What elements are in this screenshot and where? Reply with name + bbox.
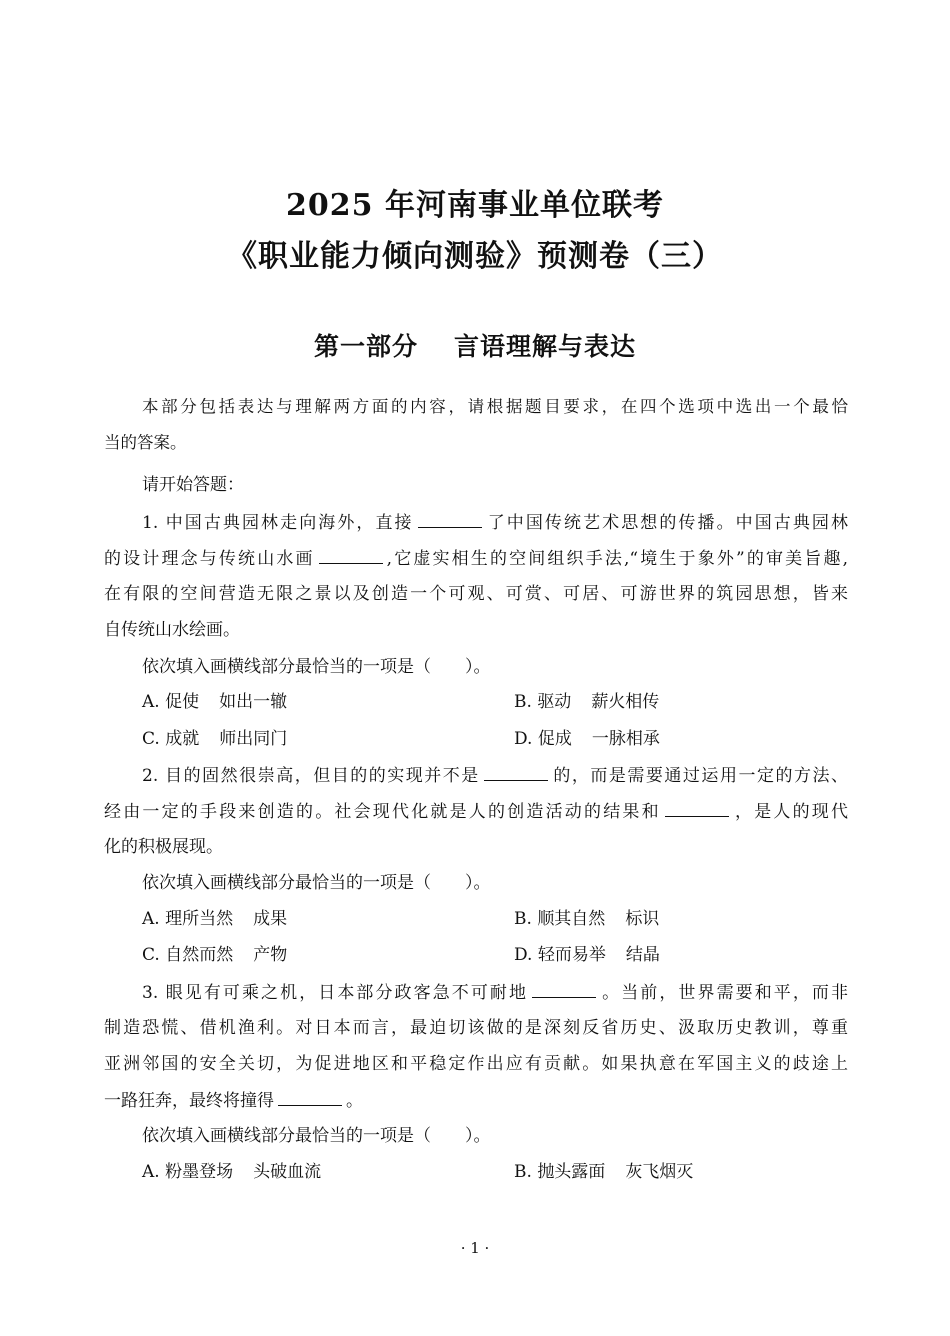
q3-stem-line-4 xyxy=(104,1088,848,1113)
option-word: 驱动 xyxy=(537,692,572,712)
fill-blank xyxy=(484,763,548,781)
fill-blank xyxy=(418,510,482,528)
option-letter: B. xyxy=(514,692,532,712)
q2-stem-line-1 xyxy=(142,763,848,788)
option-word: 促成 xyxy=(537,729,572,749)
option-letter: A. xyxy=(142,909,160,929)
document-title-line2: 《职业能力倾向测验》预测卷（三） xyxy=(227,239,723,274)
q2-text: 经由一定的手段来创造的。社会现代化就是人的创造活动的结果和 xyxy=(104,802,661,822)
option-letter: A. xyxy=(142,1162,160,1182)
fill-blank xyxy=(278,1088,342,1106)
q1-text: 1. 中国古典园林走向海外，直接 xyxy=(142,513,414,533)
option-word: 师出同门 xyxy=(219,729,288,749)
q1-option-a xyxy=(142,690,287,714)
option-letter: C. xyxy=(142,945,160,965)
option-word: 粉墨登场 xyxy=(165,1162,234,1182)
section-heading xyxy=(0,329,950,365)
q2-stem-line-3: 化的积极展现。 xyxy=(104,837,223,857)
q1-option-d xyxy=(514,727,660,751)
option-word: 一脉相承 xyxy=(591,729,660,749)
q3-text: 一路狂奔，最终将撞得 xyxy=(104,1091,274,1111)
q1-option-c xyxy=(142,727,287,751)
option-word: 标识 xyxy=(625,909,660,929)
page-number: · 1 · xyxy=(460,1239,490,1257)
option-word: 产物 xyxy=(253,945,288,965)
option-word: 促使 xyxy=(165,692,200,712)
option-letter: D. xyxy=(514,945,533,965)
section-part: 第一部分 xyxy=(313,332,418,361)
q1-option-b xyxy=(514,690,659,714)
option-letter: D. xyxy=(514,729,533,749)
q2-text: ，是人的现代 xyxy=(732,802,849,822)
option-word: 顺其自然 xyxy=(537,909,606,929)
start-prompt: 请开始答题： xyxy=(142,475,244,495)
q2-option-d xyxy=(514,943,660,967)
option-word: 灰飞烟灭 xyxy=(625,1162,694,1182)
option-letter: C. xyxy=(142,729,160,749)
document-title-line1: 2025 年河南事业单位联考 xyxy=(286,188,664,223)
q2-stem-line-2 xyxy=(104,799,848,824)
q3-stem-line-1 xyxy=(142,980,848,1005)
option-word: 头破血流 xyxy=(253,1162,322,1182)
intro-line-1: 本部分包括表达与理解两方面的内容，请根据题目要求，在四个选项中选出一个最恰 xyxy=(142,397,848,416)
q1-stem-line-1 xyxy=(142,510,848,535)
q2-option-a xyxy=(142,907,287,931)
q3-text: 。当前，世界需要和平，而非 xyxy=(600,983,848,1003)
q3-stem-line-3: 亚洲邻国的安全关切，为促进地区和平稳定作出应有贡献。如果执意在军国主义的歧途上 xyxy=(104,1054,848,1074)
option-word: 轻而易举 xyxy=(537,945,606,965)
q2-prompt: 依次填入画横线部分最恰当的一项是（ ）。 xyxy=(142,873,491,893)
q1-prompt: 依次填入画横线部分最恰当的一项是（ ）。 xyxy=(142,657,491,677)
option-word: 结晶 xyxy=(625,945,660,965)
q1-text: 的设计理念与传统山水画 xyxy=(104,549,315,569)
q1-text: ,它虚实相生的空间组织手法,“境生于象外”的审美旨趣, xyxy=(386,549,849,569)
q3-text: 。 xyxy=(346,1091,363,1111)
option-word: 理所当然 xyxy=(165,909,234,929)
option-letter: B. xyxy=(514,909,532,929)
option-word: 自然而然 xyxy=(165,945,234,965)
q1-text: 了中国传统艺术思想的传播。中国古典园林 xyxy=(485,513,849,533)
fill-blank xyxy=(319,546,383,564)
intro-line-2: 当的答案。 xyxy=(104,433,187,452)
option-word: 成果 xyxy=(253,909,288,929)
q3-option-a xyxy=(142,1160,321,1184)
q2-text: 2. 目的固然很崇高，但目的的实现并不是 xyxy=(142,766,480,786)
q3-prompt: 依次填入画横线部分最恰当的一项是（ ）。 xyxy=(142,1126,491,1146)
q1-stem-line-2 xyxy=(104,546,848,571)
q3-text: 3. 眼见有可乘之机，日本部分政客急不可耐地 xyxy=(142,983,529,1003)
option-letter: B. xyxy=(514,1162,532,1182)
option-word: 如出一辙 xyxy=(219,692,288,712)
q1-stem-line-3: 在有限的空间营造无限之景以及创造一个可观、可赏、可居、可游世界的筑园思想，皆来 xyxy=(104,584,848,604)
option-word: 薪火相传 xyxy=(591,692,660,712)
q3-stem-line-2: 制造恐慌、借机渔利。对日本而言，最迫切该做的是深刻反省历史、汲取历史教训，尊重 xyxy=(104,1018,848,1038)
q2-option-c xyxy=(142,943,287,967)
option-word: 抛头露面 xyxy=(537,1162,606,1182)
q1-stem-line-4: 自传统山水绘画。 xyxy=(104,620,240,640)
q2-text: 的，而是需要通过运用一定的方法、 xyxy=(551,766,849,786)
fill-blank xyxy=(532,980,596,998)
option-letter: A. xyxy=(142,692,160,712)
section-name: 言语理解与表达 xyxy=(454,332,637,361)
fill-blank xyxy=(665,799,729,817)
q2-option-b xyxy=(514,907,659,931)
q3-option-b xyxy=(514,1160,693,1184)
option-word: 成就 xyxy=(165,729,200,749)
